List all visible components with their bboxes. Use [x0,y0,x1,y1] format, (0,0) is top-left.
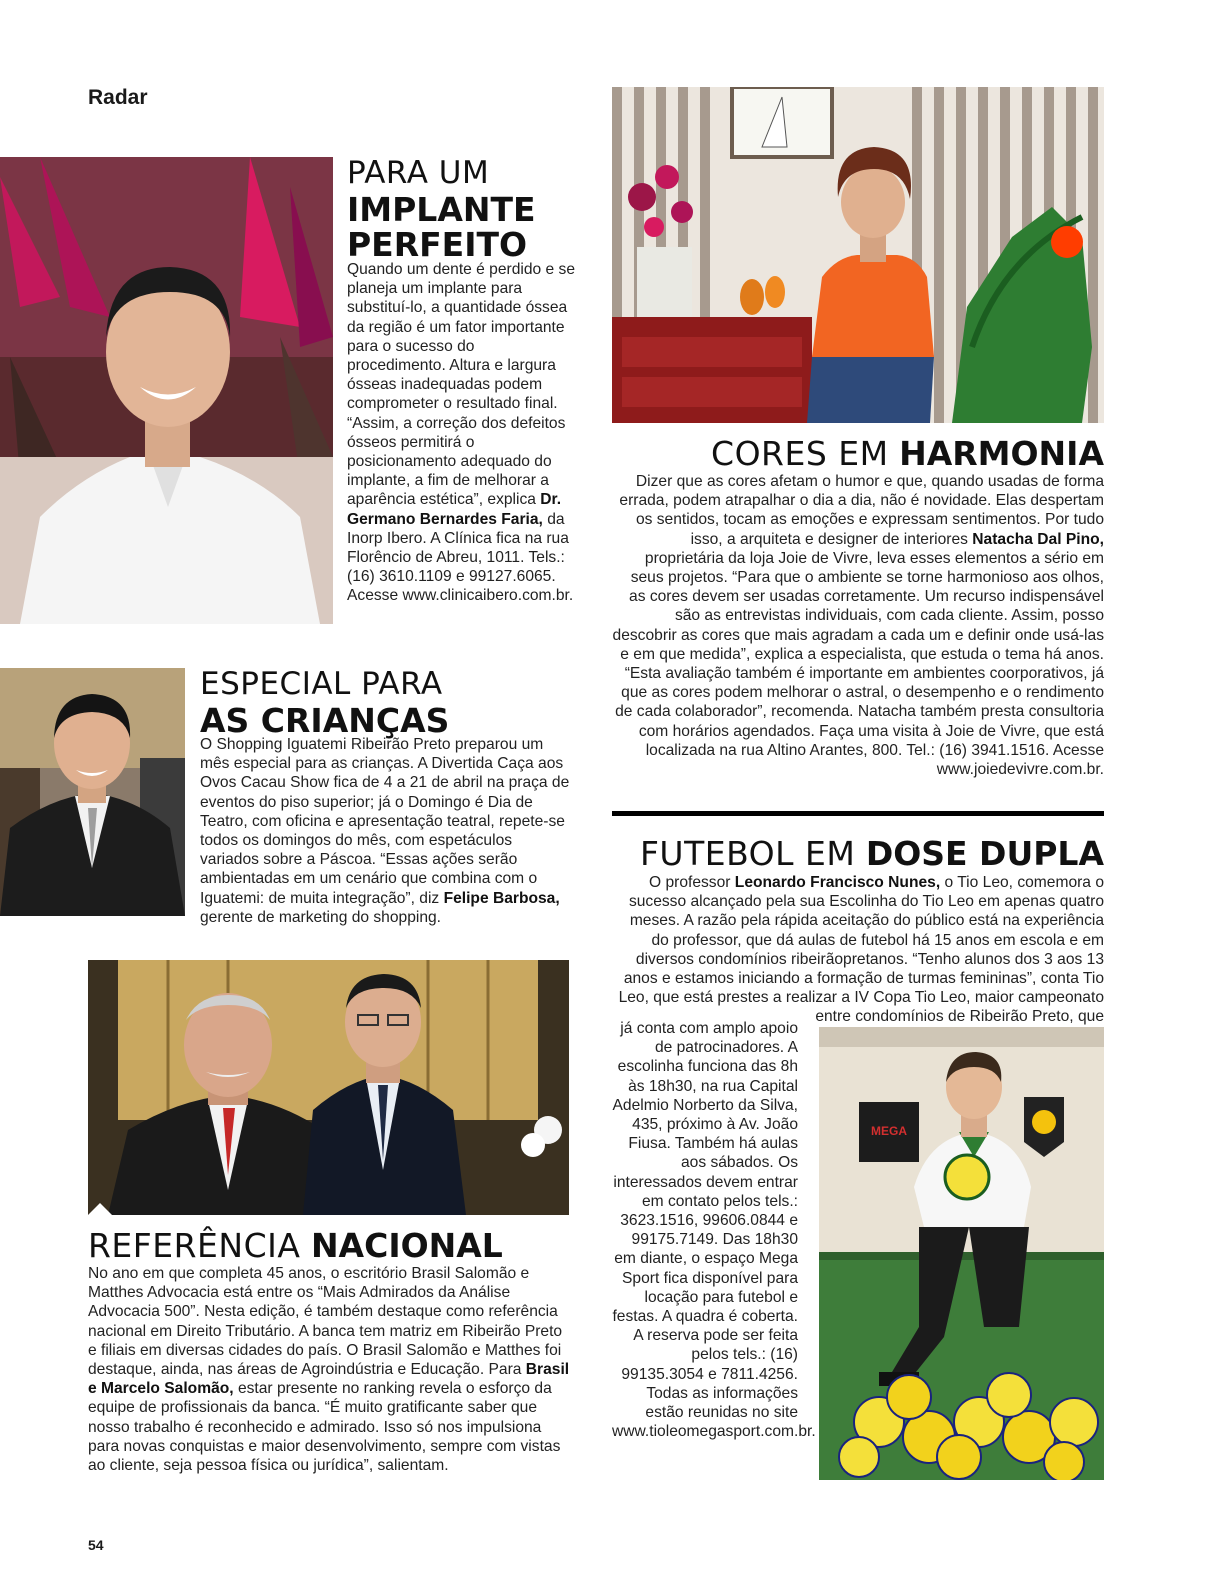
referencia-title-bold: NACIONAL [310,1226,503,1265]
photo-corner-notch [88,1203,112,1215]
banner-text: MEGA [871,1124,907,1138]
criancas-heading [200,666,450,740]
referencia-heading [88,1226,503,1265]
page-number: 54 [88,1537,104,1553]
futebol-person-name: Leonardo Francisco Nunes, [734,874,941,891]
implante-text-2: da Inorp Ibero. A Clínica fica na rua Florêncio de Abreu, 1011. Tels.: (16) 3610.1109 e 99127.6065. Acesse www.clinicaibero.com.br. [347,510,574,605]
criancas-title-light: ESPECIAL PARA [200,666,443,702]
criancas-text-1: O Shopping Iguatemi Ribeirão Preto preparou um mês especial para as crianças. A Divertida Caça aos Ovos Cacau Show fica de 4 a 21 de abril na praça de eventos do piso superior; já o Domingo é Dia de Teatro, com oficina e apresentação teatral, repete-se todos os domingos do mês, com espetáculos variados sobre a Páscoa. “Essas ações serão ambientadas em um cenário que combina com o Iguatemi: de muita integração”, diz [200,736,570,907]
lawyers-photo [88,960,569,1215]
referencia-text-2: estar presente no ranking revela o esforço da equipe de profissionais da banca. “É muito gratificante saber que nosso trabalho é reconhecido e admirado. Isso só nos impulsiona para novas conquistas e maior desenvolvimento, sempre com vistas ao cliente, seja pessoa física ou jurídica”, salientam. [88,1380,561,1475]
dentist-photo [0,157,333,624]
futebol-title-bold: DOSE DUPLA [865,834,1104,873]
criancas-title-bold: AS CRIANÇAS [200,701,450,740]
harmonia-heading [612,434,1104,473]
referencia-title-light: REFERÊNCIA [88,1226,301,1265]
implante-text-1: Quando um dente é perdido e se planeja um implante para substituí-lo, a quantidade óssea da região é um fator importante para o sucesso do procedimento. Altura e largura ósseas inadequadas podem comprometer o resultado final. “Assim, a correção dos defeitos ósseos permitirá o posicionamento adequado do implante, a fim de melhorar a aparência estética”, explica [347,261,576,509]
referencia-text-1: No ano em que completa 45 anos, o escritório Brasil Salomão e Matthes Advocacia está entre os “Mais Admirados da Análise Advocacia 500”. Nesta edição, é também destaque como referência nacional em Direito Tributário. A banca tem matriz em Ribeirão Preto e filiais em diversas cidades do país. O Brasil Salomão e Matthes foi destaque, ainda, nas áreas de Agroindústria e Educação. Para [88,1265,563,1379]
harmonia-text-2: proprietária da loja Joie de Vivre, leva esses elementos a sério em seus projetos. “Para que o ambiente se torne harmonioso aos olhos, as cores devem ser usadas corretamente. Um recurso indispensável são as entrevistas individuais, com cada cliente. Assim, posso descobrir as cores que mais agradam a cada um e definir onde usá-las e em que medida”, explica a especialista, que estuda o tema há anos. “Esta avaliação também é importante em ambientes coorporativos, já que as cores podem melhorar o astral, o desempenho e o rendimento de cada colaborador”, recomenda. Natacha também presta consultoria com horários agendados. Faça uma visita à Joie de Vivre, que está localizada na rua Altino Arantes, 800. Tel.: (16) 3941.1516. Acesse www.joiedevivre.com.br. [612,549,1104,779]
harmonia-body [612,472,1104,779]
referencia-body [88,1264,570,1475]
futebol-text-2: o Tio Leo, comemora o sucesso alcançado pela sua Escolinha do Tio Leo em apenas quatro meses. A razão pela rápida aceitação do público está na experiência do professor, que dá aulas de futebol há 15 anos em escola e em diversos condomínios ribeirãopretanos. “Tenho alunos dos 3 aos 13 anos e estamos iniciando a formação de turmas femininas”, conta Tio Leo, que está prestes a realizar a IV Copa Tio Leo, maior campeonato entre condomínios de Ribeirão Preto, que [618,874,1104,1026]
criancas-body [200,735,572,927]
implante-title-bold-1: IMPLANTE [347,190,536,229]
futebol-body [612,873,1104,1027]
section-label: Radar [88,86,148,109]
manager-photo [0,668,185,916]
implante-title-bold-2: PERFEITO [347,225,528,264]
harmonia-title-bold: HARMONIA [899,434,1104,473]
futebol-title-light: FUTEBOL EM [639,834,856,873]
criancas-text-2: gerente de marketing do shopping. [200,908,442,926]
harmonia-person-name: Natacha Dal Pino, [972,530,1104,548]
futebol-text-1: O professor [649,874,735,891]
implante-body [347,260,577,606]
coach-photo [819,1027,1104,1480]
futebol-column-text: já conta com amplo apoio de patrocinadores. A escolinha funciona das 8h às 18h30, na rua Capital Adelmio Norberto da Silva, 435, próximo à Av. João Fiusa. Também há aulas aos sábados. Os interessados devem entrar em contato pelos tels.: 3623.1516, 99606.0844 e 99175.7149. Das 18h30 em diante, o espaço Mega Sport fica disponível para locação para futebol e festas. A quadra é coberta. A reserva pode ser feita pelos tels.: (16) 99135.3054 e 7811.4256. Todas as informações estão reunidas no site www.tioleomegasport.com.br. [612,1020,816,1441]
implante-person-name: Dr. Germano Bernardes Faria, [347,491,562,528]
designer-photo [612,87,1104,423]
criancas-person-name: Felipe Barbosa, [443,889,560,907]
referencia-person-name: Brasil e Marcelo Salomão, [88,1361,570,1398]
implante-title-light: PARA UM [347,155,490,191]
harmonia-title-light: CORES EM [711,434,889,473]
implante-heading [347,155,536,264]
futebol-heading [612,834,1104,873]
section-divider [612,811,1104,816]
harmonia-text-1: Dizer que as cores afetam o humor e que, quando usadas de forma errada, podem atrapalhar o dia a dia, não é novidade. Elas despertam os sentidos, tocam as emoções e expressam sentimentos. Por tudo isso, a arquiteta e designer de interiores [619,473,1104,548]
